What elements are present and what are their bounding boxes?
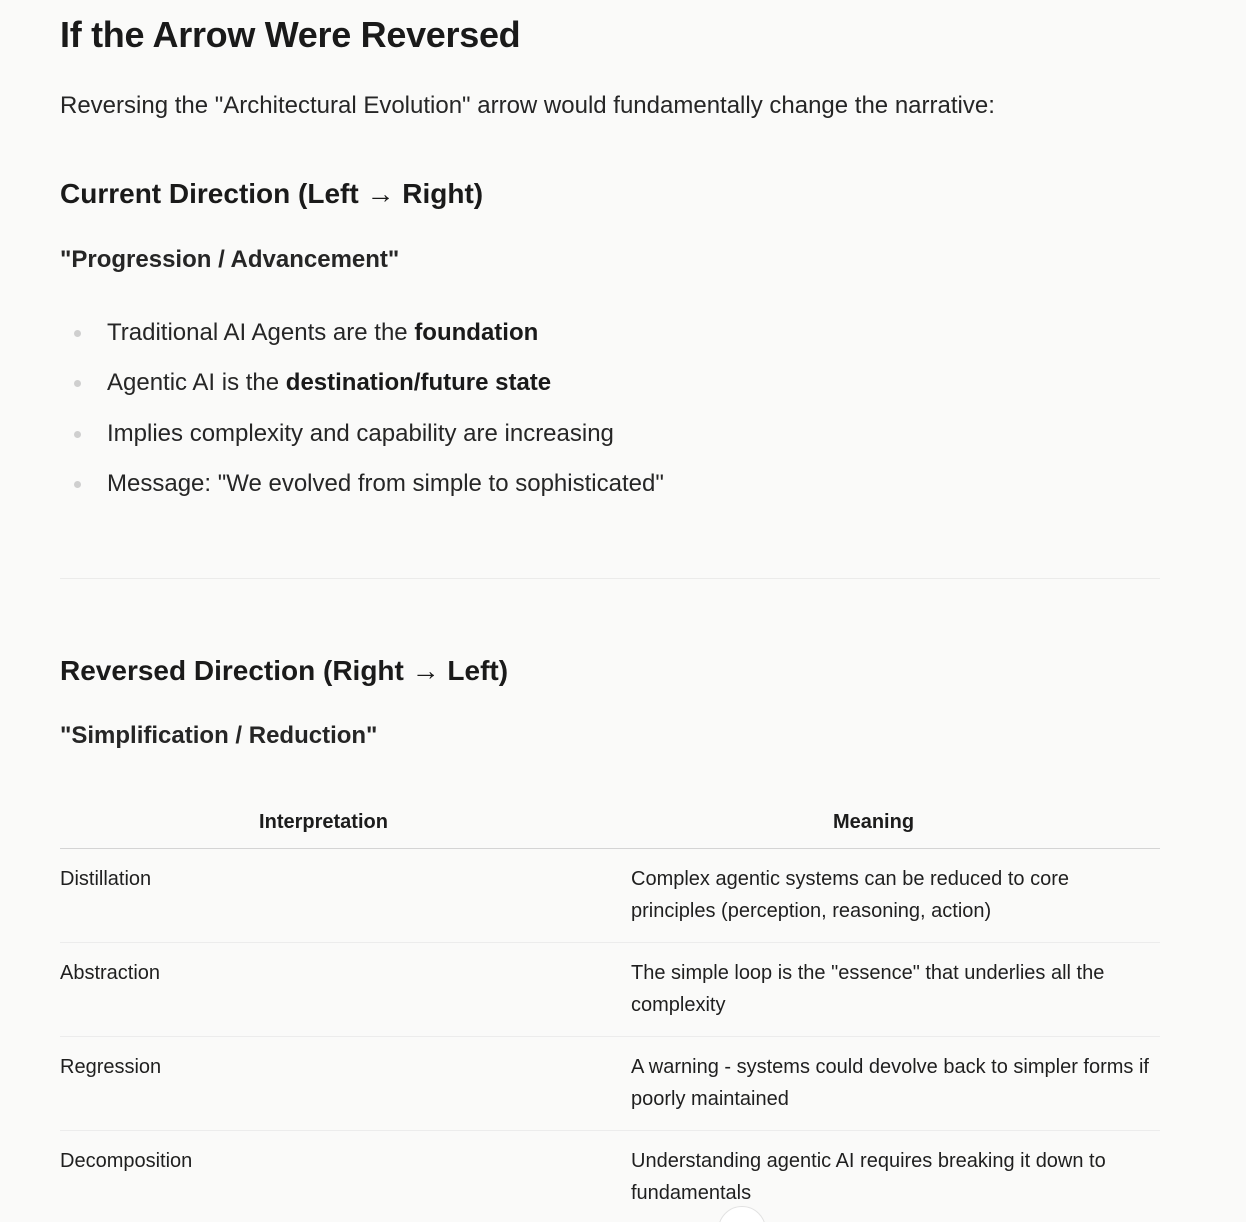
list-item xyxy=(60,366,664,416)
section-heading-reversed: Reversed Direction (Right → Left) xyxy=(60,655,509,686)
section-subtitle-current: "Progression / Advancement" xyxy=(60,246,400,273)
list-item xyxy=(60,417,664,467)
bullet-icon xyxy=(74,431,81,438)
page-title: If the Arrow Were Reversed xyxy=(60,14,521,55)
table-row xyxy=(60,849,1160,943)
bullet-list xyxy=(60,316,664,517)
bullet-icon xyxy=(74,481,81,488)
column-header-interpretation: Interpretation xyxy=(60,796,587,849)
cell-interpretation: Regression xyxy=(60,1037,587,1131)
table-row xyxy=(60,1131,1160,1222)
bullet-icon xyxy=(74,330,81,337)
interpretation-table xyxy=(60,796,1160,1222)
list-item xyxy=(60,467,664,517)
list-item-text: Implies complexity and capability are increasing xyxy=(107,419,614,447)
cell-interpretation: Decomposition xyxy=(60,1150,193,1172)
list-item-emphasis: foundation xyxy=(414,319,539,346)
cell-meaning: Understanding agentic AI requires breaking it down to fundamentals xyxy=(631,1150,1106,1204)
column-header-meaning: Meaning xyxy=(587,796,1160,849)
section-heading-current: Current Direction (Left → Right) xyxy=(60,178,484,209)
list-item xyxy=(60,316,664,366)
list-item-text: Message: "We evolved from simple to sophisticated" xyxy=(107,469,664,497)
table-row xyxy=(60,1037,1160,1131)
cell-meaning: The simple loop is the "essence" that underlies all the complexity xyxy=(587,943,1160,1037)
table-header-row xyxy=(60,796,1160,849)
bullet-icon xyxy=(74,380,81,387)
cell-meaning: Complex agentic systems can be reduced to core principles (perception, reasoning, action) xyxy=(587,849,1160,943)
cell-interpretation: Abstraction xyxy=(60,943,587,1037)
section-divider xyxy=(60,578,1160,579)
cell-interpretation: Distillation xyxy=(60,849,587,943)
list-item-text: Traditional AI Agents are the xyxy=(107,319,415,346)
cell-meaning: A warning - systems could devolve back to simpler forms if poorly maintained xyxy=(587,1037,1160,1131)
list-item-emphasis: destination/future state xyxy=(285,369,552,397)
section-subtitle-reversed: "Simplification / Reduction" xyxy=(60,722,378,749)
table-row xyxy=(60,943,1160,1037)
intro-paragraph: Reversing the "Architectural Evolution" arrow would fundamentally change the narrative: xyxy=(60,92,995,119)
list-item-text: Agentic AI is the xyxy=(107,369,286,397)
